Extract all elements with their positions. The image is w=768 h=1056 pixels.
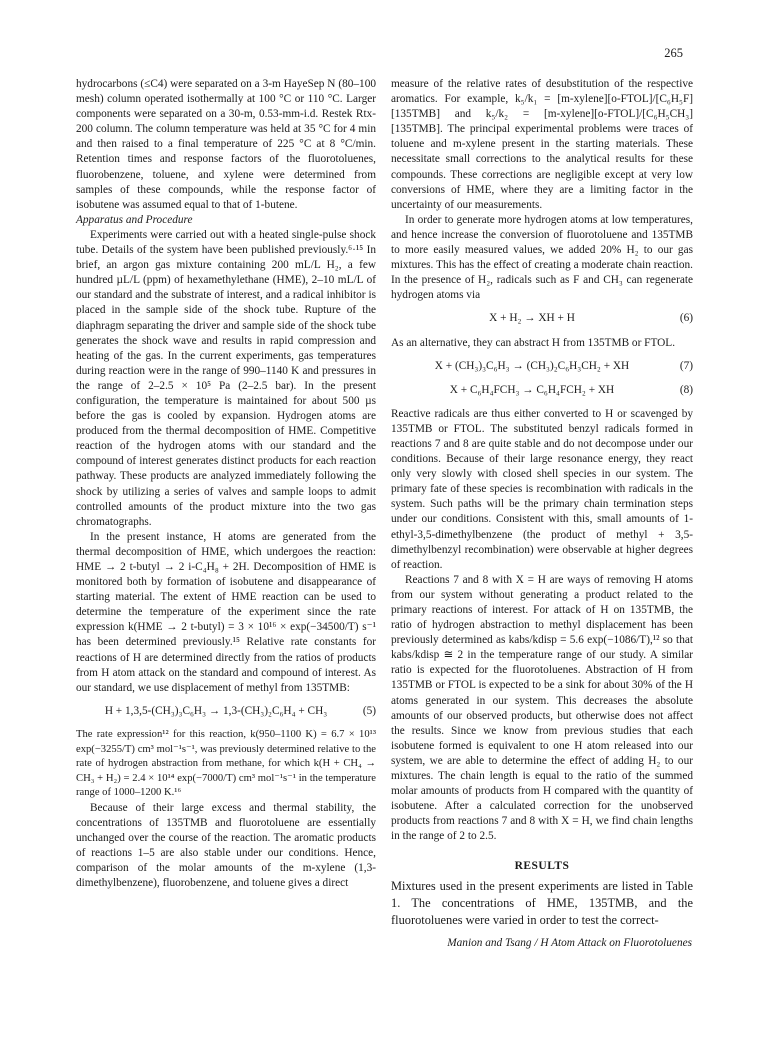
equation-6 bbox=[391, 311, 693, 326]
page-number: 265 bbox=[664, 46, 683, 60]
paragraph: measure of the relative rates of desubstitution of the respective aromatics. For example, k₅/k₁ = [m-xylene][o-FTOL]/[C₆H₅F][135TMB] and k₅/k₂ = [m-xylene][o-FTOL]/[C₆H₅CH₃][135TMB]. The principal experimental problems were traces of toluene and m-xylene present in the starting materials. These necessitate small corrections to the analytical results for these compounds. These corrections are negligible except at very low conversions of HME, where they are a limiting factor in the uncertainty of our measurements. bbox=[391, 78, 693, 211]
equation-5 bbox=[76, 704, 376, 719]
equation-text: X + C₆H₄FCH₃ → C₆H₄FCH₂ + XH bbox=[449, 383, 615, 396]
paragraph: Mixtures used in the present experiments are listed in Table 1. The concentrations of HME, 135TMB, and the fluorotoluenes were varied in order to test the correct- bbox=[391, 878, 693, 927]
paragraph: Reactive radicals are thus either converted to H or scavenged by 135TMB or FTOL. The substituted benzyl radicals formed in reactions 7 and 8 are quite stable and do not decompose under our conditions. Because of their large resonance energy, they react only very slowly with closed shell species in our system. The primary fate of these species is recombination with radicals in the system. Such paths will be the primary chain termination steps under our conditions. Consistent with this, small amounts of 1-ethyl-3,5-dimethylbenzene (the product of methyl + 3,5-dimethylbenzyl recombination) were observable at higher degrees of reaction. bbox=[391, 407, 693, 571]
equation-number: (6) bbox=[679, 312, 693, 325]
equation-8 bbox=[391, 383, 693, 398]
equation-text: X + (CH₃)₃C₆H₃ → (CH₃)₂C₆H₃CH₂ + XH bbox=[434, 359, 630, 372]
paragraph: In the present instance, H atoms are generated from the thermal decomposition of HME, which undergoes the reaction: HME → 2 t-butyl → 2 i-C₄H₈ + 2H. Decomposition of HME is monitored both by formation of isobutene and disappearance of starting material. The extent of HME reaction can be used to determine the temperature of the experiment since the rate expression k(HME → 2 t-butyl) = 3 × 10¹⁶ × exp(−34500/T) s⁻¹ has been determined previously.¹⁵ Relative rate constants for reactions of H are determined directly from the ratios of products from H atom attack on the standard and compound of interest. As our standard, we use displacement of methyl from 135TMB: bbox=[76, 530, 376, 694]
paragraph: As an alternative, they can abstract H from 135TMB or FTOL. bbox=[391, 336, 676, 349]
equation-number: (8) bbox=[679, 383, 693, 396]
running-footer: Manion and Tsang / H Atom Attack on Fluorotoluenes bbox=[447, 937, 692, 949]
paragraph: Because of their large excess and thermal stability, the concentrations of 135TMB and fluorotoluene are essentially unchanged over the course of the reaction. The aromatic products of reactions 1–5 are also stable under our conditions. Hence, comparison of the molar amounts of the m-xylene (1,3-dimethylbenzene), fluorobenzene, and toluene gives a direct bbox=[76, 801, 376, 890]
left-column bbox=[76, 77, 376, 891]
paragraph: Experiments were carried out with a heated single-pulse shock tube. Details of the system have been published previously.⁶·¹⁵ In brief, an argon gas mixture containing 200 mL/L H₂, a few hundred µL/L (ppm) of hexamethylethane (HME), 2–10 mL/L of our standard and the substrate of interest, and a radical inhibitor is placed in the sample side of the shock tube. Rupture of the diaphragm separating the driver and sample side of the shock tube generates the shock wave and results in rapid compression and heating of the gas. In the current experiments, gas temperatures during reaction were in the range of 990–1140 K and pressures in the range of 2–2.5 × 10⁵ Pa (2–2.5 bar). In the present configuration, the temperature is maintained for about 500 µs before the gas is cooled by expansion. Hydrogen atoms are produced from the thermal decomposition of HME. Competitive reaction of the hydrogen atoms with our standard and the compound of interest generates distinct products for each reaction pathway. These products are analyzed immediately following the shock by utilizing a series of valves and sample loops to admit controlled amounts of the product mixture into the two gas chromatographs. bbox=[76, 228, 376, 528]
equation-number: (5) bbox=[362, 704, 376, 717]
equation-text: X + H₂ → XH + H bbox=[489, 312, 575, 325]
paragraph: hydrocarbons (≤C4) were separated on a 3-m HayeSep N (80–100 mesh) column operated isothermally at 100 °C or 110 °C. Larger components were separated on a 30-m, 0.53-mm-i.d. Restek Rtx-200 column. The column temperature was held at 35 °C for 4 min and then raised to a final temperature of 225 °C at 8 °C/min. Retention times and response factors of the fluorotoluenes, fluorobenzene, toluene, and xylene were determined from samples of these compounds, while the response factor of isobutene was assumed equal to that of 1-butene. bbox=[76, 78, 376, 211]
equation-7 bbox=[391, 359, 693, 374]
equation-text: H + 1,3,5-(CH₃)₃C₆H₃ → 1,3-(CH₃)₂C₆H₄ + CH₃ bbox=[104, 704, 328, 717]
section-subheading: Apparatus and Procedure bbox=[76, 213, 193, 226]
right-column bbox=[391, 77, 693, 929]
results-heading: RESULTS bbox=[514, 859, 570, 872]
paragraph: In order to generate more hydrogen atoms at low temperatures, and hence increase the conversion of fluorotoluene and 135TMB to more easily measured values, we added 20% H₂ to our gas mixtures. This has the effect of creating a moderate chain reaction. In the presence of H₂, radicals such as F and CH₃ can regenerate hydrogen atoms via bbox=[391, 213, 693, 302]
paragraph: Reactions 7 and 8 with X = H are ways of removing H atoms from our system without generating a product related to the primary reactions of interest. For attack of H on 135TMB, the ratio of hydrogen abstraction to methyl displacement has been previously determined as kabs/kdisp = 5.6 exp(−1086/T),¹² so that kabs/kdisp ≅ 2 in the temperature range of our study. A similar ratio is expected for the fluorotoluenes. Abstraction of H from 135TMB or FTOL is expected to be a sink for about 30% of the H atoms generated in our system. This decreases the absolute amounts of our observed products, but otherwise does not affect the results. Since we know from previous studies that each isobutene formed is equivalent to one H atom released into our system, we are able to determine the effect of adding H₂ to our mixtures. The chain length is equal to the ratio of the summed molar amounts of products from H compared with the quantity of isobutene. After a calculated correction for the unobserved products from reactions 7 and 8 with X = H, we find chain lengths in the range of 2 to 2.5. bbox=[391, 573, 693, 843]
equation-number: (7) bbox=[679, 359, 693, 372]
paragraph: The rate expression¹² for this reaction, k(950–1100 K) = 6.7 × 10¹³ exp(−3255/T) cm³ mol⁻¹s⁻¹, was previously determined relative to the rate of hydrogen abstraction from methane, for which k(H + CH₄ → CH₃ + H₂) = 2.4 × 10¹⁴ exp(−7000/T) cm³ mol⁻¹s⁻¹ in the temperature range of 1000–1200 K.¹⁶ bbox=[76, 728, 376, 799]
